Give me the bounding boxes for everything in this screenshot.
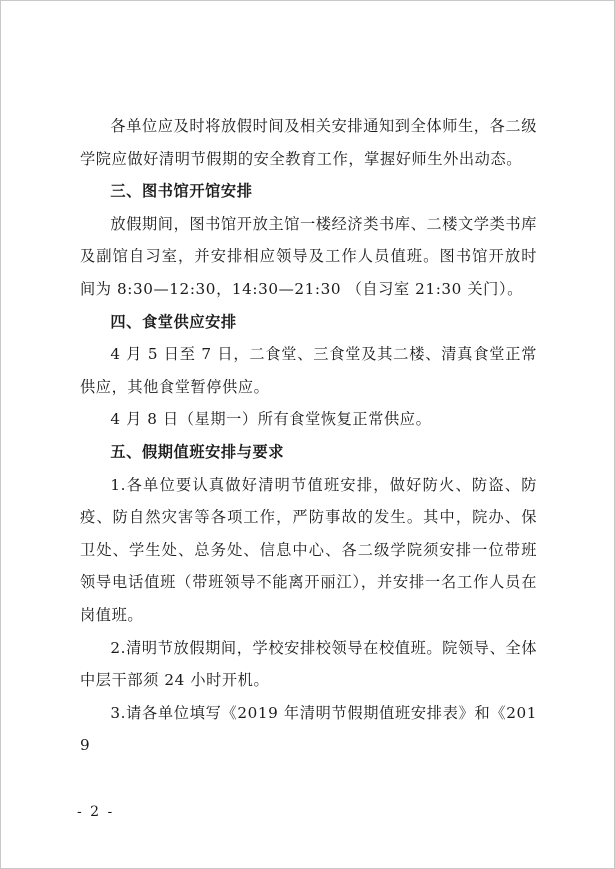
paragraph-duty-item-3: 3.请各单位填写《2019 年清明节假期值班安排表》和《2019 bbox=[80, 703, 537, 755]
paragraph-duty-item-1: 1.各单位要认真做好清明节值班安排，做好防火、防盗、防疫、防自然灾害等各项工作，严防事故的发生。其中，院办、保卫处、学生处、总务处、信息中心、各二级学院须安排一位带班领导电话值班（带班领导不能离开丽江），并安排一名工作人员在岗值班。 bbox=[80, 475, 537, 624]
heading-duty-requirements: 五、假期值班安排与要求 bbox=[110, 442, 285, 461]
heading-library-schedule: 三、图书馆开馆安排 bbox=[110, 182, 253, 201]
paragraph-notice-teachers-students: 各单位应及时将放假时间及相关安排通知到全体师生，各二级学院应做好清明节假期的安全教育工作，掌握好师生外出动态。 bbox=[80, 117, 537, 168]
paragraph-library-hours: 放假期间，图书馆开放主馆一楼经济类书库、二楼文学类书库及副馆自习室，并安排相应领导及工作人员值班。图书馆开放时间为 8:30—12:30，14:30—21:30 （自习室 21:30 关门）。 bbox=[80, 214, 537, 298]
page-number: - 2 - bbox=[77, 804, 115, 820]
document-body bbox=[80, 110, 537, 762]
heading-canteen-supply: 四、食堂供应安排 bbox=[110, 312, 237, 331]
paragraph-canteen-april-8: 4 月 8 日（星期一）所有食堂恢复正常供应。 bbox=[110, 410, 432, 429]
paragraph-duty-item-2: 2.清明节放假期间，学校安排校领导在校值班。院领导、全体中层干部须 24 小时开机。 bbox=[80, 638, 537, 690]
paragraph-canteen-april-5-7: 4 月 5 日至 7 日，二食堂、三食堂及其二楼、清真食堂正常供应，其他食堂暂停供应。 bbox=[80, 345, 537, 396]
